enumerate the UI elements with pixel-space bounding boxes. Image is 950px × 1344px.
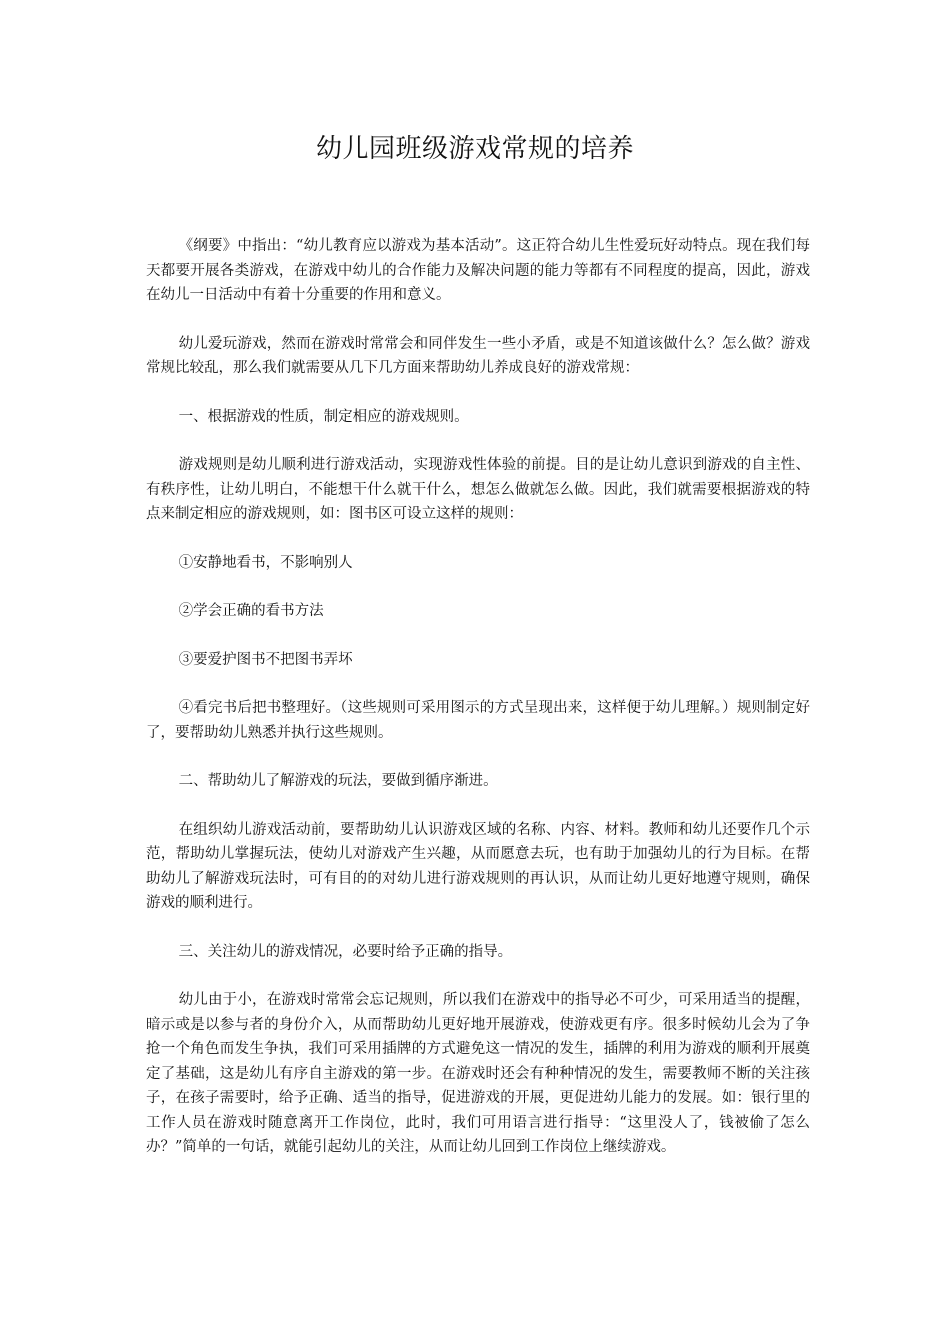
document-title: 幼儿园班级游戏常规的培养 (315, 134, 634, 164)
section-3-paragraph: 幼儿由于小，在游戏时常常会忘记规则，所以我们在游戏中的指导必不可少，可采用适当的提醒，暗示或是以参与者的身份介入，从而帮助幼儿更好地开展游戏，使游戏更有序。很多时候幼儿会为了争抢一个角色而发生争执，我们可采用插牌的方式避免这一情况的发生，插牌的利用为游戏的顺利开展奠定了基础，这是幼儿有序自主游戏的第一步。在游戏时还会有种种情况的发生，需要教师不断的关注孩子，在孩子需要时，给予正确、适当的指导，促进游戏的开展，更促进幼儿能力的发展。如：银行里的工作人员在游戏时随意离开工作岗位，此时，我们可用语言进行指导：“这里没人了，钱被偷了怎么办？”简单的一句话，就能引起幼儿的关注，从而让幼儿回到工作岗位上继续游戏。 (146, 992, 810, 1155)
rule-item-2: ②学会正确的看书方法 (178, 603, 324, 619)
section-1-paragraph: 游戏规则是幼儿顺利进行游戏活动，实现游戏性体验的前提。目的是让幼儿意识到游戏的自主性、有秩序性，让幼儿明白，不能想干什么就干什么，想怎么做就怎么做。因此，我们就需要根据游戏的特点来制定相应的游戏规则，如：图书区可设立这样的规则： (146, 457, 810, 522)
section-heading-3: 三、关注幼儿的游戏情况，必要时给予正确的指导。 (178, 943, 513, 960)
rule-item-3: ③要爱护图书不把图书弄坏 (178, 651, 353, 668)
section-2-paragraph: 在组织幼儿游戏活动前，要帮助幼儿认识游戏区域的名称、内容、材料。教师和幼儿还要作几个示范，帮助幼儿掌握玩法，使幼儿对游戏产生兴趣，从而愿意去玩，也有助于加强幼儿的行为目标。在帮助幼儿了解游戏玩法时，可有目的的对幼儿进行游戏规则的再认识，从而让幼儿更好地遵守规则，确保游戏的顺利进行。 (146, 821, 810, 911)
section-heading-1: 一、根据游戏的性质，制定相应的游戏规则。 (178, 408, 469, 425)
problem-paragraph: 幼儿爱玩游戏，然而在游戏时常常会和同伴发生一些小矛盾，或是不知道该做什么？怎么做？游戏常规比较乱，那么我们就需要从几下几方面来帮助幼儿养成良好的游戏常规： (146, 335, 810, 376)
section-heading-2: 二、帮助幼儿了解游戏的玩法，要做到循序渐进。 (178, 773, 498, 789)
document-body (146, 234, 810, 1184)
rule-item-4: ④看完书后把书整理好。（这些规则可采用图示的方式呈现出来，这样便于幼儿理解。）规则制定好了，要帮助幼儿熟悉并执行这些规则。 (146, 700, 810, 741)
intro-paragraph: 《纲要》中指出：“幼儿教育应以游戏为基本活动”。这正符合幼儿生性爱玩好动特点。现在我们每天都要开展各类游戏，在游戏中幼儿的合作能力及解决问题的能力等都有不同程度的提高，因此，游戏在幼儿一日活动中有着十分重要的作用和意义。 (146, 238, 810, 303)
rule-item-1: ①安静地看书，不影响别人 (178, 554, 353, 571)
